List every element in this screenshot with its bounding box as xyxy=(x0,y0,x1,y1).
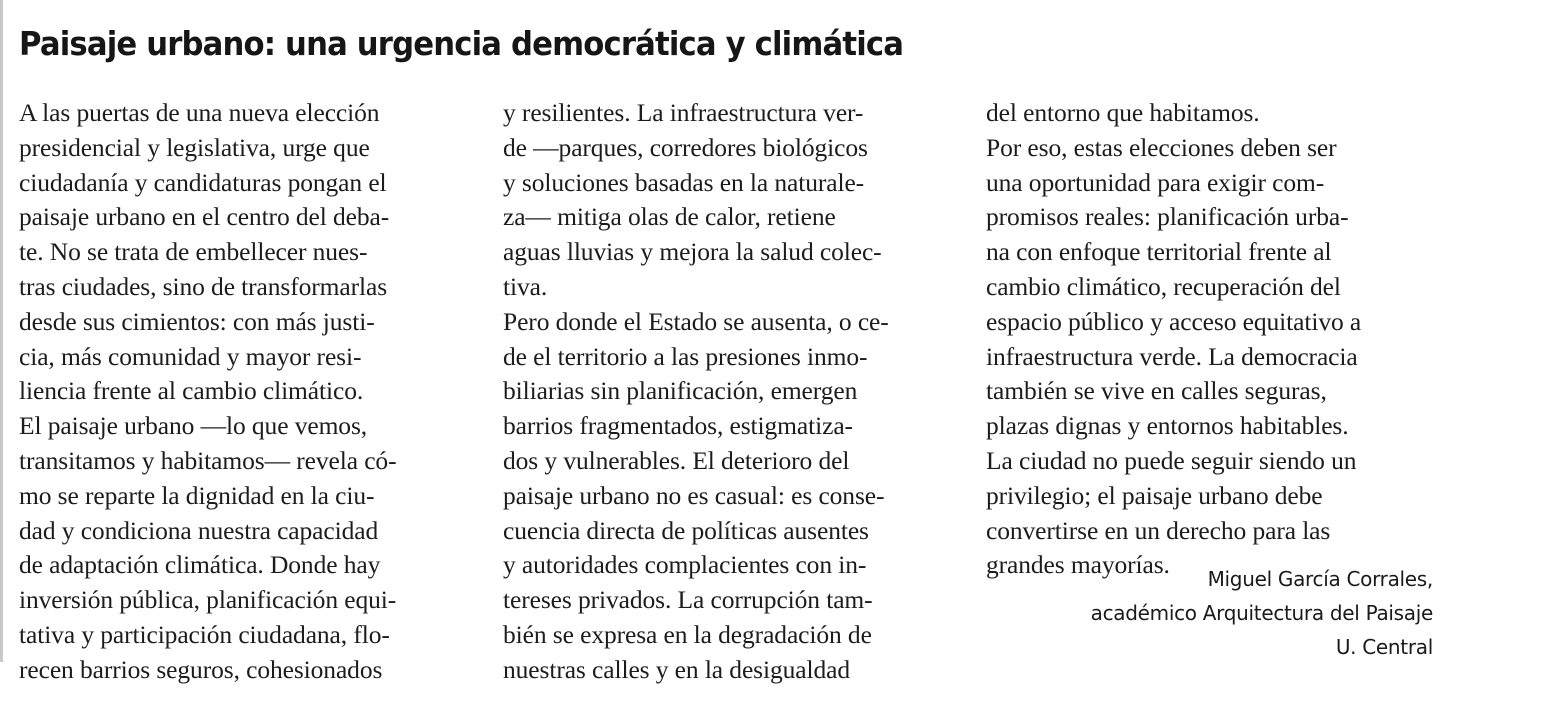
article-column-2 xyxy=(503,96,963,688)
text-line: cambio climático, recuperación del xyxy=(986,271,1341,301)
text-line: transitamos y habitamos— revela có- xyxy=(19,445,397,475)
text-line: cuencia directa de políticas ausentes xyxy=(503,515,869,545)
text-line: de adaptación climática. Donde hay xyxy=(19,550,381,580)
text-line: La ciudad no puede seguir siendo un xyxy=(986,445,1357,475)
text-line: liencia frente al cambio climático. xyxy=(19,376,364,406)
text-line: y autoridades complacientes con in- xyxy=(503,550,867,580)
text-line: grandes mayorías. xyxy=(986,550,1170,580)
author-institution: U. Central xyxy=(1335,635,1433,659)
author-name: Miguel García Corrales, xyxy=(1207,567,1433,591)
text-line: tereses privados. La corrupción tam- xyxy=(503,585,873,615)
text-line: plazas dignas y entornos habitables. xyxy=(986,411,1349,441)
text-line: aguas lluvias y mejora la salud colec- xyxy=(503,237,882,267)
text-line: presidencial y legislativa, urge que xyxy=(19,132,370,162)
text-line: de —parques, corredores biológicos xyxy=(503,132,868,162)
text-line: barrios fragmentados, estigmatiza- xyxy=(503,411,853,441)
text-line: infraestructura verde. La democracia xyxy=(986,341,1358,371)
text-line: promisos reales: planificación urba- xyxy=(986,202,1349,232)
text-line: de el territorio a las presiones inmo- xyxy=(503,341,868,371)
text-line: Por eso, estas elecciones deben ser xyxy=(986,132,1337,162)
article-column-3 xyxy=(986,96,1446,583)
text-line: tiva. xyxy=(503,271,548,301)
text-line: una oportunidad para exigir com- xyxy=(986,167,1325,197)
text-line: Pero donde el Estado se ausenta, o ce- xyxy=(503,306,889,336)
text-line: del entorno que habitamos. xyxy=(986,98,1260,127)
text-line: ciudadanía y candidaturas pongan el xyxy=(19,167,387,197)
text-line: mo se reparte la dignidad en la ciu- xyxy=(19,480,375,510)
text-line: A las puertas de una nueva elección xyxy=(19,98,380,127)
text-line: bién se expresa en la degradación de xyxy=(503,619,872,649)
text-line: inversión pública, planificación equi- xyxy=(19,585,397,615)
text-line: y resilientes. La infraestructura ver- xyxy=(503,98,864,127)
text-line: El paisaje urbano —lo que vemos, xyxy=(19,411,368,441)
text-line: recen barrios seguros, cohesionados xyxy=(19,654,383,684)
text-line: convertirse en un derecho para las xyxy=(986,515,1331,545)
clipping-edge xyxy=(0,0,3,662)
text-line: paisaje urbano en el centro del deba- xyxy=(19,202,390,232)
text-line: privilegio; el paisaje urbano debe xyxy=(986,480,1323,510)
text-line: desde sus cimientos: con más justi- xyxy=(19,306,375,336)
article-headline: Paisaje urbano: una urgencia democrática y climática xyxy=(19,24,904,63)
text-line: tativa y participación ciudadana, flo- xyxy=(19,619,390,649)
text-line: tras ciudades, sino de transformarlas xyxy=(19,271,388,301)
author-role: académico Arquitectura del Paisaje xyxy=(1090,601,1433,625)
text-line: dad y condiciona nuestra capacidad xyxy=(19,515,379,545)
text-line: dos y vulnerables. El deterioro del xyxy=(503,445,850,475)
text-line: za— mitiga olas de calor, retiene xyxy=(503,202,836,232)
text-line: cia, más comunidad y mayor resi- xyxy=(19,341,362,371)
text-line: nuestras calles y en la desigualdad xyxy=(503,654,851,684)
text-line: paisaje urbano no es casual: es conse- xyxy=(503,480,885,510)
text-line: biliarias sin planificación, emergen xyxy=(503,376,858,406)
text-line: espacio público y acceso equitativo a xyxy=(986,306,1362,336)
text-line: y soluciones basadas en la naturale- xyxy=(503,167,865,197)
author-byline xyxy=(1091,562,1433,664)
text-line: también se vive en calles seguras, xyxy=(986,376,1327,406)
text-line: te. No se trata de embellecer nues- xyxy=(19,237,368,267)
text-line: na con enfoque territorial frente al xyxy=(986,237,1332,267)
article-column-1 xyxy=(19,96,479,688)
